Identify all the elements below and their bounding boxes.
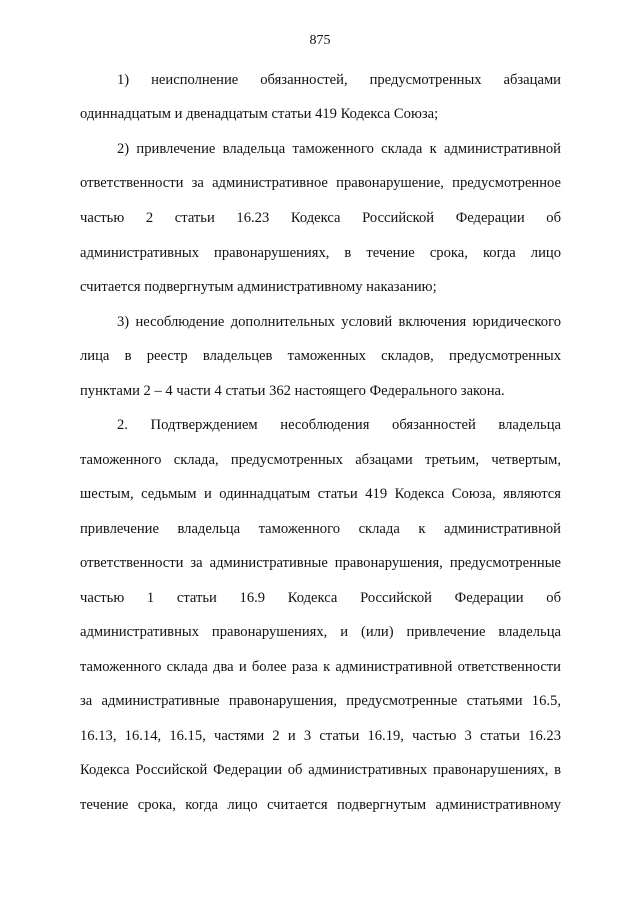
text-line: течение срока, когда лицо считается подвергнутым административному (80, 797, 561, 813)
text-line: считается подвергнутым административному наказанию; (80, 279, 437, 295)
text-line: ответственности за административное правонарушение, предусмотренное (80, 175, 561, 191)
text-line: 2. Подтверждением несоблюдения обязанностей владельца (117, 417, 561, 433)
text-line: 16.13, 16.14, 16.15, частями 2 и 3 статьи 16.19, частью 3 статьи 16.23 (80, 728, 561, 744)
text-line: частью 2 статьи 16.23 Кодекса Российской Федерации об (80, 210, 561, 226)
text-line: за административные правонарушения, предусмотренные статьями 16.5, (80, 693, 561, 709)
text-line: 2) привлечение владельца таможенного склада к административной (117, 141, 561, 157)
text-line: пунктами 2 – 4 части 4 статьи 362 настоящего Федерального закона. (80, 383, 505, 399)
text-line: административных правонарушениях, в течение срока, когда лицо (80, 245, 561, 261)
page-number: 875 (309, 33, 331, 48)
text-line: частью 1 статьи 16.9 Кодекса Российской Федерации об (80, 590, 561, 606)
text-line: 3) несоблюдение дополнительных условий включения юридического (117, 314, 561, 330)
text-line: 1) неисполнение обязанностей, предусмотренных абзацами (117, 72, 561, 88)
text-line: таможенного склада два и более раза к административной ответственности (80, 659, 561, 675)
text-line: шестым, седьмым и одиннадцатым статьи 419 Кодекса Союза, являются (80, 486, 561, 502)
text-line: административных правонарушениях, и (или) привлечение владельца (80, 624, 561, 640)
text-line: привлечение владельца таможенного склада к административной (80, 521, 561, 537)
text-line: таможенного склада, предусмотренных абзацами третьим, четвертым, (80, 452, 561, 468)
text-line: одиннадцатым и двенадцатым статьи 419 Кодекса Союза; (80, 106, 439, 122)
text-line: Кодекса Российской Федерации об административных правонарушениях, в (80, 762, 561, 778)
text-line: лица в реестр владельцев таможенных складов, предусмотренных (80, 348, 561, 364)
text-line: ответственности за административные правонарушения, предусмотренные (80, 555, 561, 571)
